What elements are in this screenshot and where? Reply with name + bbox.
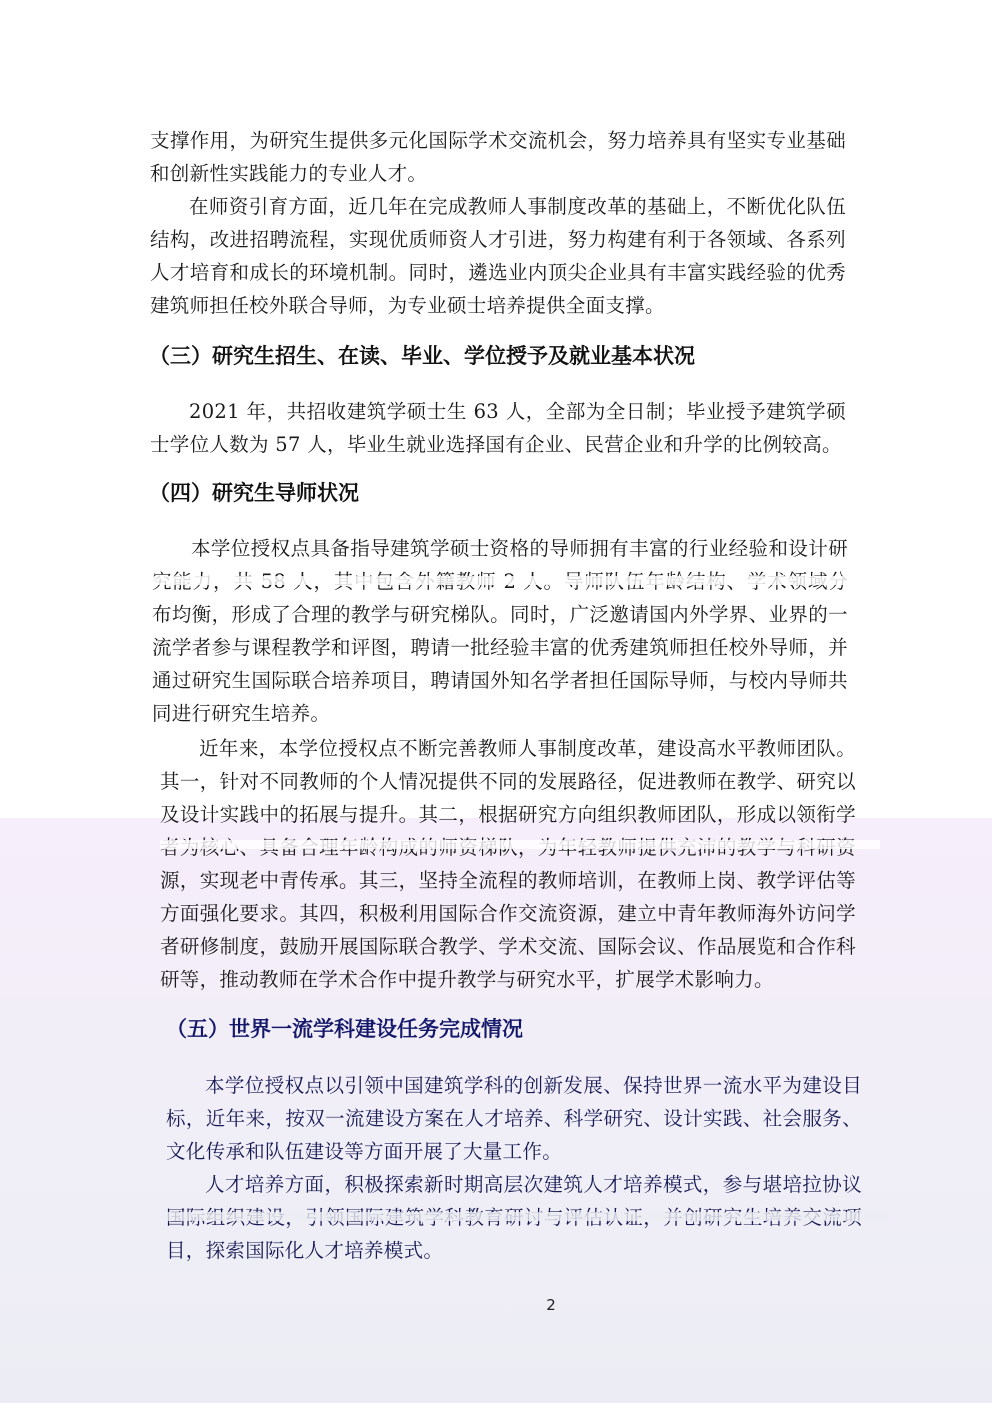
page-number: 2 xyxy=(546,1296,556,1314)
scan-artifact xyxy=(160,840,880,849)
heading-section-4: （四）研究生导师状况 xyxy=(149,481,359,505)
paragraph-talent-cultivation: 人才培养方面，积极探索新时期高层次建筑人才培养模式，参与堪培拉协议 目，探索国际化人才培养模式。 xyxy=(166,1173,862,1262)
paragraph-world-class-goals: 本学位授权点以引领中国建筑学科的创新发展、保持世界一流水平为建设目标，近年来，按双一流建设方案在人才培养、科学研究、设计实践、社会服务、文化传承和队伍建设等方面开展了大量工作。 xyxy=(166,1074,862,1163)
heading-section-5: （五）世界一流学科建设任务完成情况 xyxy=(166,1017,523,1041)
paragraph-supervisor-status: 本学位授权点具备指导建筑学硕士资格的导师拥有丰富的行业经验和设计研 布均衡，形成了合理的教学与研究梯队。同时，广泛邀请国内外学界、业界的一流学者参与课程教学和评图，聘请一批经验丰富的优秀建筑师担任校外导师，并通过研究生国际联合培养项目，聘请国外知名学者担任国际导师，与校内导师共同进行研究生培养。 xyxy=(152,537,848,725)
paragraph-support-role: 支撑作用，为研究生提供多元化国际学术交流机会，努力培养具有坚实专业基础和创新性实践能力的专业人才。 xyxy=(150,129,846,185)
scan-artifact xyxy=(148,576,868,585)
paragraph-faculty-recruitment: 在师资引育方面，近几年在完成教师人事制度改革的基础上，不断优化队伍结构，改进招聘流程，实现优质师资人才引进，努力构建有利于各领域、各系列人才培育和成长的环境机制。同时，遴选业内顶尖企业具有丰富实践经验的优秀建筑师担任校外联合导师，为专业硕士培养提供全面支撑。 xyxy=(150,195,846,317)
paragraph-faculty-reform: 近年来，本学位授权点不断完善教师人事制度改革，建设高水平教师团队。其一，针对不同教师的个人情况提供不同的发展路径，促进教师在教学、研究以及设计实践中的拓展与提升。其二，根据研究方向组织教师团队，形成以领衔学 源，实现老中青传承。其三，坚持全流程的教师培训，在教师上岗、教学评估等方面强化要求。其四，积极利用国际合作交流资源，建立中青年教师海外访问学者研修制度，鼓励开展国际联合教学、学术交流、国际会议、作品展览和合作科研等，推动教师在学术合作中提升教学与研究水平，扩展学术影响力。 xyxy=(160,737,856,991)
scan-artifact xyxy=(166,1212,886,1221)
paragraph-enrollment-stats: 2021 年，共招收建筑学硕士生 63 人，全部为全日制；毕业授予建筑学硕士学位人数为 57 人，毕业生就业选择国有企业、民营企业和升学的比例较高。 xyxy=(150,400,846,456)
heading-section-3: （三）研究生招生、在读、毕业、学位授予及就业基本状况 xyxy=(149,344,695,368)
